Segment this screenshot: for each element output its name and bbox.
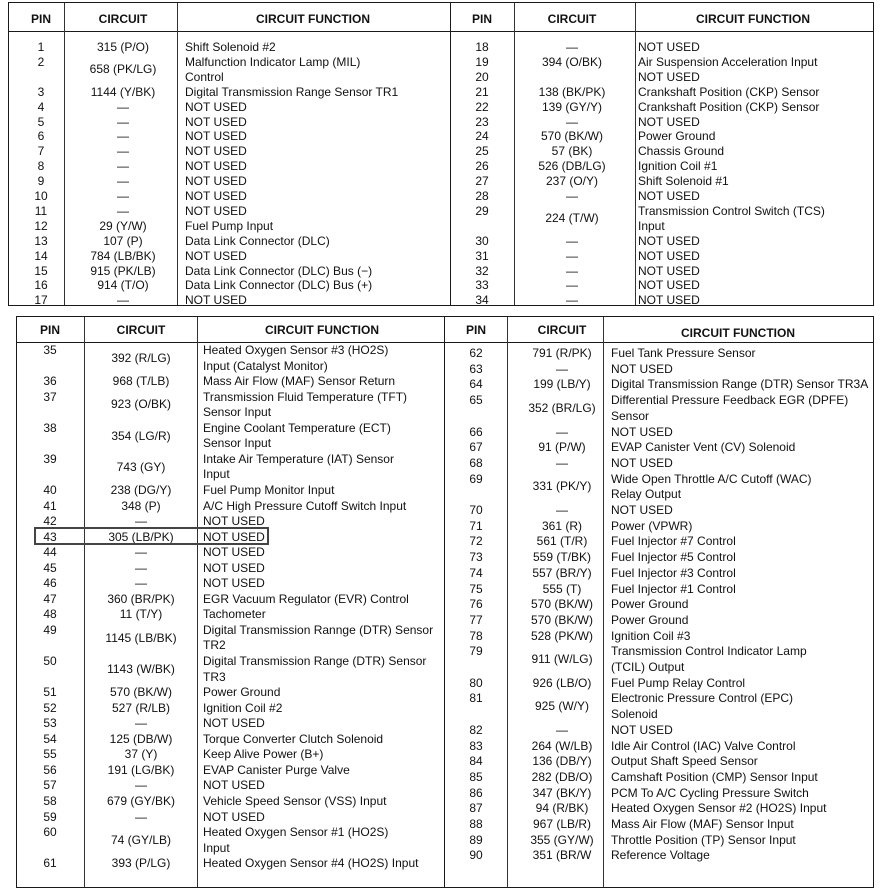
pin-number: 24 bbox=[475, 129, 489, 144]
pin-number: 27 bbox=[475, 174, 489, 189]
circuit-code: 923 (O/BK) bbox=[110, 397, 172, 412]
pin-number: 47 bbox=[43, 591, 57, 606]
circuit-code: 570 (BK/W) bbox=[109, 685, 173, 700]
circuit-function: Shift Solenoid #1 bbox=[638, 174, 729, 189]
circuit-function: NOT USED bbox=[611, 503, 673, 517]
pin-number: 30 bbox=[475, 233, 489, 248]
circuit-code: — bbox=[556, 361, 568, 376]
pin-number: 82 bbox=[469, 722, 483, 737]
circuit-function: EVAP Canister Purge Valve bbox=[203, 762, 350, 777]
pin-number: 69 bbox=[469, 471, 483, 486]
circuit-code: 791 (R/PK) bbox=[532, 346, 592, 360]
circuit-code: — bbox=[566, 248, 578, 263]
circuit-code: 570 (BK/W) bbox=[540, 129, 604, 144]
circuit-code: 354 (LG/R) bbox=[111, 428, 171, 443]
circuit-code: 347 (BK/Y) bbox=[532, 785, 592, 800]
circuit-function: NOT USED bbox=[638, 114, 700, 129]
pin-number: 51 bbox=[43, 685, 57, 700]
circuit-function: Differential Pressure Feedback EGR (DPFE) bbox=[611, 393, 849, 408]
circuit-code: 968 (T/LB) bbox=[112, 374, 170, 389]
circuit-function: Heated Oxygen Sensor #2 (HO2S) Input bbox=[611, 801, 827, 816]
circuit-code: 561 (T/R) bbox=[536, 534, 588, 549]
circuit-code: 967 (LB/R) bbox=[532, 817, 592, 831]
circuit-code: 107 (P) bbox=[103, 233, 143, 248]
circuit-function: A/C High Pressure Cutoff Switch Input bbox=[203, 498, 407, 513]
pin-number: 14 bbox=[34, 248, 48, 263]
circuit-code: 528 (PK/W) bbox=[530, 628, 594, 643]
pin-number: 25 bbox=[475, 144, 489, 159]
pin-number: 42 bbox=[43, 514, 57, 529]
pin-number: 66 bbox=[469, 424, 483, 439]
circuit-function: NOT USED bbox=[611, 455, 673, 470]
circuit-function: Wide Open Throttle A/C Cutoff (WAC) bbox=[611, 471, 812, 486]
circuit-code: — bbox=[556, 455, 568, 470]
circuit-function: Torque Converter Clutch Solenoid bbox=[203, 731, 384, 746]
circuit-function: NOT USED bbox=[638, 263, 700, 278]
connector-pin-table-top bbox=[8, 2, 874, 306]
circuit-function: Engine Coolant Temperature (ECT) bbox=[203, 420, 391, 435]
circuit-code: — bbox=[566, 189, 578, 203]
pin-number: 32 bbox=[475, 263, 489, 278]
circuit-code: 57 (BK) bbox=[551, 144, 593, 159]
pin-number: 5 bbox=[37, 114, 45, 129]
circuit-code: — bbox=[117, 189, 129, 203]
circuit-code: 360 (BR/PK) bbox=[107, 591, 175, 606]
pin-number: 15 bbox=[34, 263, 48, 278]
pin-number: 78 bbox=[469, 628, 483, 643]
circuit-function: NOT USED bbox=[638, 248, 700, 263]
pin-number: 61 bbox=[43, 856, 57, 871]
pin-number: 52 bbox=[43, 700, 57, 715]
circuit-function: Ignition Coil #3 bbox=[611, 628, 691, 643]
circuit-code: 331 (PK/Y) bbox=[532, 479, 592, 494]
circuit-function: Heated Oxygen Sensor #1 (HO2S) bbox=[203, 825, 389, 840]
circuit-code: — bbox=[117, 203, 129, 218]
circuit-function: NOT USED bbox=[185, 248, 247, 263]
pin-number: 86 bbox=[469, 785, 483, 800]
pin-number: 45 bbox=[43, 560, 57, 575]
pin-number: 7 bbox=[37, 144, 45, 159]
header-circuit-function: CIRCUIT FUNCTION bbox=[681, 326, 795, 340]
pin-number: 16 bbox=[34, 278, 48, 293]
pin-number: 13 bbox=[34, 233, 48, 248]
circuit-function: Malfunction Indicator Lamp (MIL) bbox=[185, 54, 361, 69]
circuit-code: 392 (R/LG) bbox=[111, 350, 171, 365]
circuit-code: 926 (LB/O) bbox=[532, 675, 592, 690]
circuit-function: (TCIL) Output bbox=[611, 660, 685, 674]
circuit-code: — bbox=[566, 263, 578, 278]
circuit-function: Digital Transmission Range (DTR) Sensor bbox=[203, 654, 427, 668]
pin-number: 59 bbox=[43, 809, 57, 824]
pin-number: 41 bbox=[43, 498, 57, 513]
circuit-code: 393 (P/LG) bbox=[111, 856, 171, 871]
circuit-function: Data Link Connector (DLC) Bus (−) bbox=[185, 263, 373, 278]
circuit-function: Power Ground bbox=[203, 685, 281, 700]
circuit-function: Solenoid bbox=[611, 707, 658, 722]
circuit-code: 559 (T/BK) bbox=[532, 550, 592, 565]
pin-number: 65 bbox=[469, 393, 483, 408]
header-pin: PIN bbox=[471, 12, 493, 26]
circuit-function: Tachometer bbox=[203, 607, 266, 622]
circuit-function: Crankshaft Position (CKP) Sensor bbox=[638, 99, 820, 114]
pin-number: 35 bbox=[43, 343, 57, 357]
pin-number: 72 bbox=[469, 534, 483, 549]
pin-number: 88 bbox=[469, 817, 483, 831]
pin-number: 50 bbox=[43, 654, 57, 668]
circuit-function: NOT USED bbox=[185, 114, 247, 129]
circuit-code: 351 (BR/W bbox=[532, 848, 592, 863]
circuit-code: 784 (LB/BK) bbox=[90, 248, 156, 263]
pin-number: 39 bbox=[43, 451, 57, 466]
pin-number: 77 bbox=[469, 612, 483, 627]
pin-number: 62 bbox=[469, 346, 483, 360]
circuit-function: Digital Transmission Rannge (DTR) Sensor bbox=[203, 622, 434, 637]
circuit-function: Sensor Input bbox=[203, 436, 272, 451]
circuit-function: Digital Transmission Range Sensor TR1 bbox=[185, 84, 399, 99]
circuit-function: NOT USED bbox=[203, 529, 265, 544]
circuit-function: Power Ground bbox=[611, 612, 689, 627]
circuit-function: NOT USED bbox=[611, 424, 673, 439]
circuit-function: NOT USED bbox=[185, 203, 247, 218]
circuit-function: NOT USED bbox=[185, 293, 247, 308]
header-circuit: CIRCUIT bbox=[547, 12, 597, 26]
pin-number: 57 bbox=[43, 778, 57, 793]
pin-number: 43 bbox=[43, 529, 57, 544]
pin-number: 48 bbox=[43, 607, 57, 622]
circuit-function: Vehicle Speed Sensor (VSS) Input bbox=[203, 793, 387, 808]
circuit-code: 315 (P/O) bbox=[96, 40, 150, 54]
circuit-function: NOT USED bbox=[611, 361, 673, 376]
circuit-code: 527 (R/LB) bbox=[111, 700, 171, 715]
circuit-function: NOT USED bbox=[203, 716, 265, 731]
circuit-code: 136 (DB/Y) bbox=[532, 754, 592, 769]
circuit-code: — bbox=[117, 159, 129, 174]
circuit-function: TR2 bbox=[203, 638, 226, 653]
pin-number: 44 bbox=[43, 545, 57, 560]
circuit-function: Control bbox=[185, 69, 224, 84]
pin-number: 23 bbox=[475, 114, 489, 129]
circuit-function: Power Ground bbox=[611, 597, 689, 612]
circuit-code: 37 (Y) bbox=[124, 747, 158, 762]
circuit-function: Heated Oxygen Sensor #4 (HO2S) Input bbox=[203, 856, 419, 871]
circuit-code: 238 (DG/Y) bbox=[110, 482, 172, 497]
pin-number: 20 bbox=[475, 69, 489, 84]
circuit-code: — bbox=[556, 503, 568, 517]
circuit-function: Fuel Injector #1 Control bbox=[611, 581, 736, 596]
pin-number: 81 bbox=[469, 691, 483, 706]
circuit-code: 91 (P/W) bbox=[538, 440, 586, 455]
pin-number: 58 bbox=[43, 793, 57, 808]
circuit-code: 1144 (Y/BK) bbox=[90, 84, 156, 99]
circuit-function: Heated Oxygen Sensor #3 (HO2S) bbox=[203, 343, 389, 357]
pin-number: 28 bbox=[475, 189, 489, 203]
pin-number: 10 bbox=[34, 189, 48, 203]
circuit-code: 1143 (W/BK) bbox=[107, 661, 175, 676]
circuit-code: 915 (PK/LB) bbox=[90, 263, 156, 278]
circuit-code: — bbox=[556, 424, 568, 439]
pin-number: 12 bbox=[34, 218, 48, 233]
circuit-function: Ignition Coil #1 bbox=[638, 159, 718, 174]
pin-number: 6 bbox=[37, 129, 45, 144]
circuit-function: EGR Vacuum Regulator (EVR) Control bbox=[203, 591, 409, 606]
pin-number: 71 bbox=[469, 518, 483, 533]
circuit-function: NOT USED bbox=[203, 560, 265, 575]
header-circuit-function: CIRCUIT FUNCTION bbox=[265, 323, 379, 337]
circuit-code: 361 (R) bbox=[541, 518, 583, 533]
pin-number: 90 bbox=[469, 848, 483, 863]
connector-pin-table-bottom bbox=[16, 316, 874, 888]
circuit-function: Shift Solenoid #2 bbox=[185, 40, 276, 54]
circuit-code: — bbox=[135, 716, 147, 731]
circuit-function: Output Shaft Speed Sensor bbox=[611, 754, 758, 769]
circuit-code: 911 (W/LG) bbox=[531, 652, 593, 667]
circuit-function: NOT USED bbox=[638, 233, 700, 248]
circuit-function: Fuel Pump Input bbox=[185, 218, 274, 233]
circuit-code: 11 (T/Y) bbox=[119, 607, 163, 622]
circuit-code: — bbox=[556, 722, 568, 737]
header-circuit: CIRCUIT bbox=[98, 12, 148, 26]
circuit-function: Crankshaft Position (CKP) Sensor bbox=[638, 84, 820, 99]
pin-number: 53 bbox=[43, 716, 57, 731]
circuit-code: — bbox=[135, 809, 147, 824]
circuit-code: 1145 (LB/BK) bbox=[105, 630, 177, 645]
circuit-code: 394 (O/BK) bbox=[541, 54, 603, 69]
circuit-code: — bbox=[117, 99, 129, 114]
circuit-code: 570 (BK/W) bbox=[530, 612, 594, 627]
pin-number: 26 bbox=[475, 159, 489, 174]
circuit-code: 191 (LG/BK) bbox=[107, 762, 175, 777]
circuit-code: — bbox=[135, 778, 147, 793]
circuit-function: Ignition Coil #2 bbox=[203, 700, 283, 715]
circuit-code: 94 (R/BK) bbox=[535, 801, 589, 816]
pin-number: 84 bbox=[469, 754, 483, 769]
circuit-code: — bbox=[566, 278, 578, 293]
circuit-code: — bbox=[117, 129, 129, 144]
circuit-function: Power (VPWR) bbox=[611, 518, 693, 533]
header-pin: PIN bbox=[30, 12, 52, 26]
circuit-code: 348 (P) bbox=[121, 498, 161, 513]
header-circuit-function: CIRCUIT FUNCTION bbox=[696, 12, 810, 26]
pin-number: 1 bbox=[37, 40, 45, 54]
circuit-function: Data Link Connector (DLC) Bus (+) bbox=[185, 278, 373, 293]
circuit-code: — bbox=[117, 144, 129, 159]
circuit-function: Power Ground bbox=[638, 129, 716, 144]
pin-number: 2 bbox=[37, 54, 45, 69]
pin-number: 60 bbox=[43, 825, 57, 840]
pin-number: 36 bbox=[43, 374, 57, 389]
circuit-code: 224 (T/W) bbox=[545, 211, 599, 226]
circuit-function: Intake Air Temperature (IAT) Sensor bbox=[203, 451, 394, 466]
pin-number: 73 bbox=[469, 550, 483, 565]
circuit-code: — bbox=[135, 514, 147, 529]
pin-number: 9 bbox=[37, 174, 45, 189]
pin-number: 74 bbox=[469, 565, 483, 580]
circuit-code: 679 (GY/BK) bbox=[106, 793, 176, 808]
pin-number: 38 bbox=[43, 420, 57, 435]
circuit-function: Data Link Connector (DLC) bbox=[185, 233, 330, 248]
header-circuit-function: CIRCUIT FUNCTION bbox=[256, 12, 370, 26]
circuit-code: 743 (GY) bbox=[116, 459, 166, 474]
circuit-function: PCM To A/C Cycling Pressure Switch bbox=[611, 785, 809, 800]
circuit-code: — bbox=[566, 293, 578, 308]
circuit-function: Sensor Input bbox=[203, 405, 272, 420]
circuit-function: Mass Air Flow (MAF) Sensor Input bbox=[611, 817, 794, 831]
pin-number: 33 bbox=[475, 278, 489, 293]
circuit-function: EVAP Canister Vent (CV) Solenoid bbox=[611, 440, 796, 455]
pin-number: 64 bbox=[469, 377, 483, 392]
pin-number: 85 bbox=[469, 769, 483, 784]
circuit-function: Relay Output bbox=[611, 487, 682, 502]
pin-number: 83 bbox=[469, 738, 483, 753]
circuit-code: 138 (BK/PK) bbox=[538, 84, 606, 99]
pin-number: 8 bbox=[37, 159, 45, 174]
pin-number: 63 bbox=[469, 361, 483, 376]
circuit-function: Input (Catalyst Monitor) bbox=[203, 358, 328, 373]
circuit-function: Fuel Pump Monitor Input bbox=[203, 482, 335, 497]
circuit-code: — bbox=[566, 40, 578, 54]
pin-number: 56 bbox=[43, 762, 57, 777]
circuit-code: 570 (BK/W) bbox=[530, 597, 594, 612]
circuit-code: 237 (O/Y) bbox=[545, 174, 599, 189]
circuit-function: NOT USED bbox=[638, 278, 700, 293]
circuit-function: Transmission Control Switch (TCS) bbox=[638, 203, 825, 218]
circuit-code: 925 (W/Y) bbox=[534, 699, 590, 714]
circuit-code: 125 (DB/W) bbox=[109, 731, 173, 746]
circuit-function: NOT USED bbox=[185, 129, 247, 144]
circuit-code: 914 (T/O) bbox=[97, 278, 149, 293]
circuit-function: NOT USED bbox=[203, 545, 265, 560]
circuit-function: Camshaft Position (CMP) Sensor Input bbox=[611, 769, 818, 784]
header-circuit: CIRCUIT bbox=[116, 323, 166, 337]
circuit-code: 355 (GY/W) bbox=[530, 832, 594, 847]
pin-number: 55 bbox=[43, 747, 57, 762]
pin-number: 76 bbox=[469, 597, 483, 612]
circuit-function: NOT USED bbox=[203, 576, 265, 591]
pin-number: 87 bbox=[469, 801, 483, 816]
circuit-code: 526 (DB/LG) bbox=[538, 159, 606, 174]
circuit-function: Fuel Injector #7 Control bbox=[611, 534, 736, 549]
circuit-function: Air Suspension Acceleration Input bbox=[638, 54, 818, 69]
circuit-function: Mass Air Flow (MAF) Sensor Return bbox=[203, 374, 396, 389]
pin-number: 29 bbox=[475, 203, 489, 218]
pin-number: 46 bbox=[43, 576, 57, 591]
circuit-function: Transmission Control Indicator Lamp bbox=[611, 644, 807, 659]
circuit-function: Chassis Ground bbox=[638, 144, 725, 159]
circuit-function: NOT USED bbox=[185, 189, 247, 203]
pin-number: 80 bbox=[469, 675, 483, 690]
pin-number: 3 bbox=[37, 84, 45, 99]
pin-number: 21 bbox=[475, 84, 489, 99]
circuit-code: — bbox=[566, 114, 578, 129]
circuit-code: — bbox=[135, 560, 147, 575]
circuit-function: NOT USED bbox=[611, 722, 673, 737]
circuit-code: 264 (W/LB) bbox=[531, 738, 593, 753]
circuit-code: — bbox=[117, 293, 129, 308]
header-circuit: CIRCUIT bbox=[537, 323, 587, 337]
circuit-function: Input bbox=[203, 467, 230, 482]
circuit-function: Fuel Pump Relay Control bbox=[611, 675, 746, 690]
circuit-function: NOT USED bbox=[203, 778, 265, 793]
pin-number: 37 bbox=[43, 389, 57, 404]
circuit-code: 139 (GY/Y) bbox=[541, 99, 603, 114]
pin-number: 89 bbox=[469, 832, 483, 847]
circuit-code: — bbox=[135, 545, 147, 560]
circuit-code: 658 (PK/LG) bbox=[89, 62, 157, 77]
pin-number: 70 bbox=[469, 503, 483, 517]
circuit-function: Keep Alive Power (B+) bbox=[203, 747, 324, 762]
pin-number: 75 bbox=[469, 581, 483, 596]
circuit-function: NOT USED bbox=[203, 514, 265, 529]
circuit-function: Electronic Pressure Control (EPC) bbox=[611, 691, 794, 706]
circuit-function: NOT USED bbox=[638, 293, 700, 308]
pin-number: 79 bbox=[469, 644, 483, 659]
circuit-function: Fuel Tank Pressure Sensor bbox=[611, 346, 756, 360]
circuit-function: Transmission Fluid Temperature (TFT) bbox=[203, 389, 408, 404]
pin-number: 22 bbox=[475, 99, 489, 114]
circuit-function: TR3 bbox=[203, 669, 226, 684]
circuit-code: 352 (BR/LG) bbox=[528, 400, 596, 415]
circuit-code: 199 (LB/Y) bbox=[533, 377, 591, 392]
circuit-function: NOT USED bbox=[638, 69, 700, 84]
circuit-function: Reference Voltage bbox=[611, 848, 710, 863]
circuit-function: Idle Air Control (IAC) Valve Control bbox=[611, 738, 796, 753]
pin-number: 34 bbox=[475, 293, 489, 308]
pin-number: 17 bbox=[34, 293, 48, 308]
pin-number: 40 bbox=[43, 482, 57, 497]
circuit-function: Digital Transmission Range (DTR) Sensor TR3A bbox=[611, 377, 869, 392]
circuit-function: NOT USED bbox=[638, 40, 700, 54]
circuit-function: Input bbox=[638, 218, 665, 233]
circuit-function: NOT USED bbox=[185, 144, 247, 159]
pin-number: 49 bbox=[43, 622, 57, 637]
circuit-code: 557 (BR/Y) bbox=[532, 565, 592, 580]
pin-number: 11 bbox=[34, 203, 48, 218]
circuit-code: — bbox=[566, 233, 578, 248]
pin-number: 19 bbox=[475, 54, 489, 69]
pin-number: 67 bbox=[469, 440, 483, 455]
circuit-function: Fuel Injector #5 Control bbox=[611, 550, 736, 565]
header-pin: PIN bbox=[39, 323, 61, 337]
circuit-function: Sensor bbox=[611, 408, 650, 423]
circuit-function: NOT USED bbox=[638, 189, 700, 203]
circuit-code: 29 (Y/W) bbox=[99, 218, 147, 233]
circuit-function: NOT USED bbox=[185, 174, 247, 189]
circuit-function: NOT USED bbox=[185, 159, 247, 174]
circuit-function: Fuel Injector #3 Control bbox=[611, 565, 736, 580]
pin-number: 68 bbox=[469, 455, 483, 470]
circuit-code: — bbox=[117, 114, 129, 129]
circuit-function: Input bbox=[203, 840, 230, 855]
circuit-code: 74 (GY/LB) bbox=[110, 832, 172, 847]
pin-number: 18 bbox=[475, 40, 489, 54]
circuit-function: Throttle Position (TP) Sensor Input bbox=[611, 832, 796, 847]
pin-number: 4 bbox=[37, 99, 45, 114]
circuit-code: — bbox=[117, 174, 129, 189]
circuit-code: 282 (DB/O) bbox=[531, 769, 593, 784]
circuit-function: NOT USED bbox=[185, 99, 247, 114]
circuit-code: — bbox=[135, 576, 147, 591]
circuit-code: 555 (T) bbox=[542, 581, 582, 596]
circuit-function: NOT USED bbox=[203, 809, 265, 824]
pin-number: 54 bbox=[43, 731, 57, 746]
header-pin: PIN bbox=[465, 323, 487, 337]
circuit-code: 305 (LB/PK) bbox=[108, 529, 174, 544]
pin-number: 31 bbox=[475, 248, 489, 263]
